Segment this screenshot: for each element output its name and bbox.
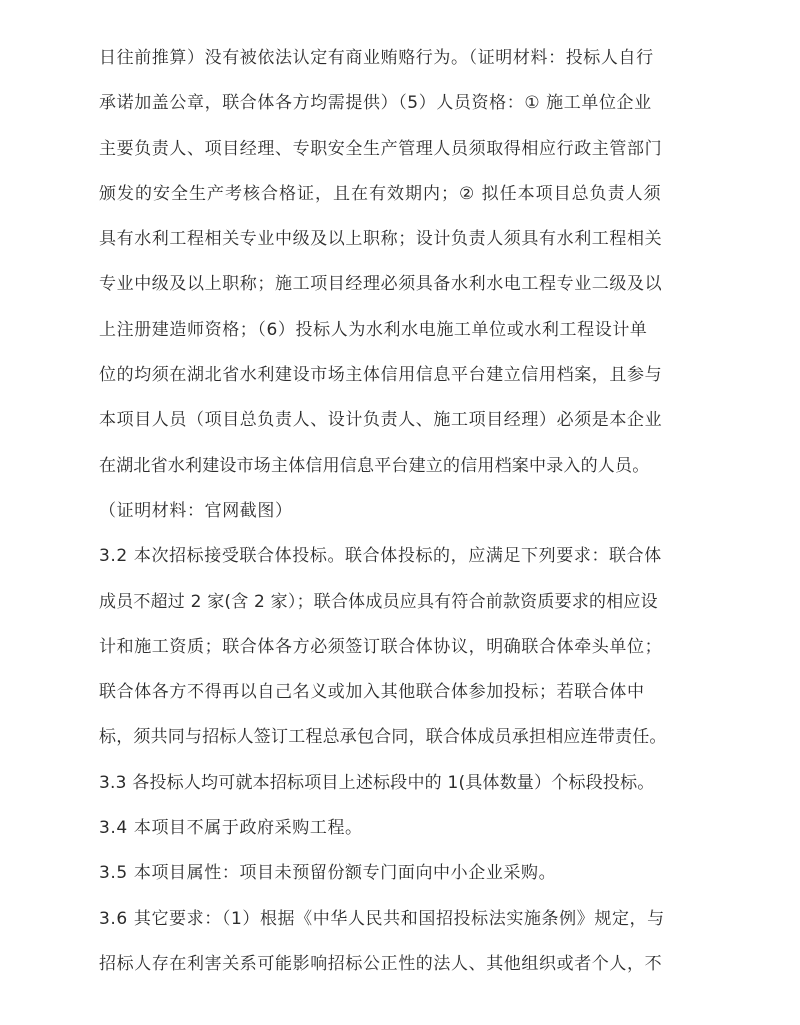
text-line: 颁发的安全生产考核合格证，且在有效期内；② 拟任本项目总负责人须 xyxy=(99,183,662,204)
text-line: 具有水利工程相关专业中级及以上职称；设计负责人须具有水利工程相关 xyxy=(99,229,663,250)
text-line: 成员不超过 2 家(含 2 家）；联合体成员应具有符合前款资质要求的相应设 xyxy=(99,591,658,612)
text-line: 位的均须在湖北省水利建设市场主体信用信息平台建立信用档案，且参与 xyxy=(99,365,663,386)
text-line: 招标人存在利害关系可能影响招标公正性的法人、其他组织或者个人，不 xyxy=(99,953,663,974)
document-body xyxy=(99,36,719,987)
text-line: 标，须共同与招标人签订工程总承包合同，联合体成员承担相应连带责任。 xyxy=(99,727,667,748)
text-line: 联合体各方不得再以自己名义或加入其他联合体参加投标；若联合体中 xyxy=(99,682,645,703)
text-line: 3.4 本项目不属于政府采购工程。 xyxy=(99,818,363,839)
text-line: 3.5 本项目属性：项目未预留份额专门面向中小企业采购。 xyxy=(99,863,557,884)
text-line: 上注册建造师资格；（6）投标人为水利水电施工单位或水利工程设计单 xyxy=(99,319,648,340)
text-line: 3.6 其它要求：（1）根据《中华人民共和国招投标法实施条例》规定，与 xyxy=(99,908,665,929)
text-line: 在湖北省水利建设市场主体信用信息平台建立的信用档案中录入的人员。 xyxy=(99,455,650,476)
text-line: 专业中级及以上职称；施工项目经理必须具备水利水电工程专业二级及以 xyxy=(99,274,663,295)
text-line: （证明材料：官网截图） xyxy=(99,500,293,521)
text-line: 承诺加盖公章，联合体各方均需提供）（5）人员资格：① 施工单位企业 xyxy=(99,93,652,114)
text-line: 3.3 各投标人均可就本招标项目上述标段中的 1(具体数量）个标段投标。 xyxy=(99,772,655,793)
text-line: 3.2 本次招标接受联合体投标。联合体投标的，应满足下列要求：联合体 xyxy=(99,546,662,567)
text-line: 本项目人员（项目总负责人、设计负责人、施工项目经理）必须是本企业 xyxy=(99,410,663,431)
text-line: 日往前推算）没有被依法认定有商业贿赂行为。（证明材料：投标人自行 xyxy=(99,48,654,68)
text-line: 主要负责人、项目经理、专职安全生产管理人员须取得相应行政主管部门 xyxy=(99,138,663,159)
text-line: 计和施工资质；联合体各方必须签订联合体协议，明确联合体牵头单位； xyxy=(99,636,663,657)
